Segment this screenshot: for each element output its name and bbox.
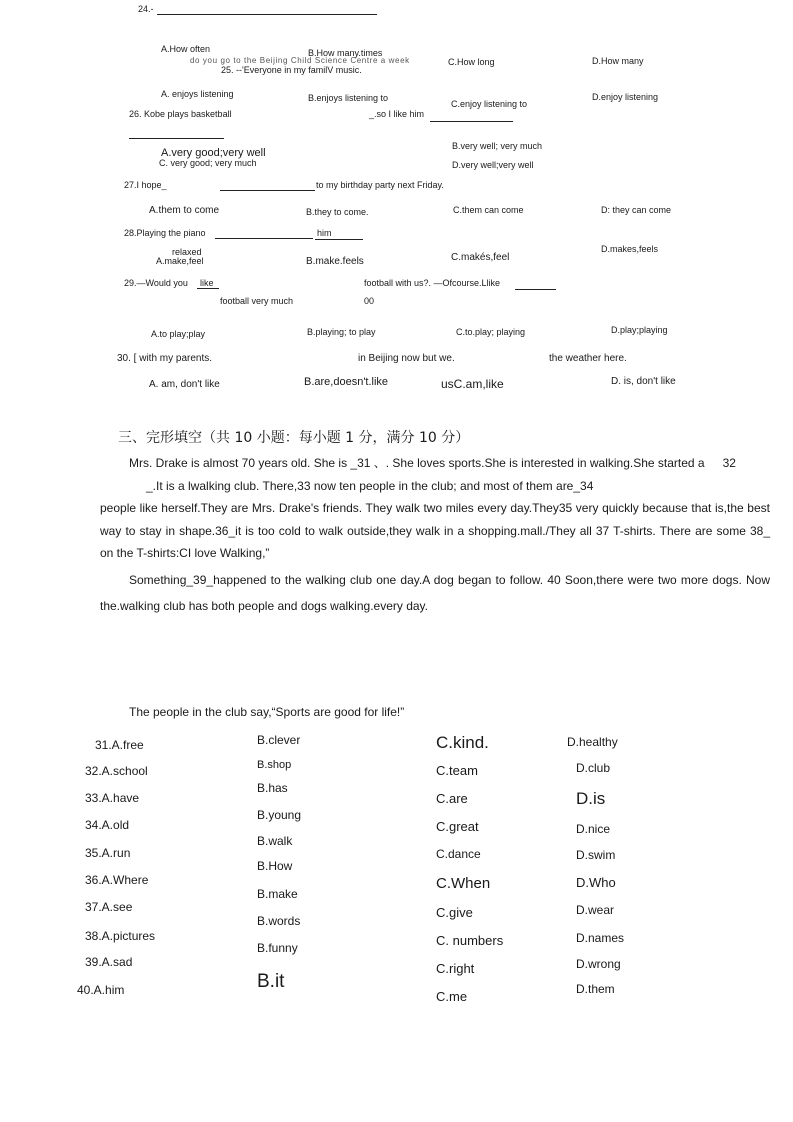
q39-option-a: 39.A.sad — [85, 955, 133, 969]
q25-option-a: A. enjoys listening — [161, 89, 234, 99]
q33-option-c: C.are — [436, 791, 468, 806]
q27-option-a: A.them to come — [149, 205, 220, 216]
q24-blank — [157, 14, 377, 15]
q38-option-b: B.words — [257, 914, 301, 928]
q24-number: 24.- — [138, 4, 154, 14]
q36-option-b: B.How — [257, 859, 293, 873]
q29-option-b: B.playing; to play — [307, 327, 376, 337]
q30-stem: 30. [ with my parents. — [117, 353, 213, 364]
q30-option-d: D. is, don't like — [611, 376, 676, 387]
q30-option-c: usC.am,like — [441, 377, 504, 391]
q32-option-c: C.team — [436, 763, 478, 778]
q27-option-d: D: they can come — [601, 205, 672, 215]
q29-option-a: A.to play;play — [151, 329, 206, 339]
q39-option-b: B.funny — [257, 941, 298, 955]
q25-option-c: C.enjoy listening to — [451, 99, 528, 109]
q31-option-b: B.clever — [257, 733, 301, 747]
q30-option-b: B.are,doesn't.like — [304, 376, 389, 388]
q25-stem: 25. --'Everyone in my familV music. — [221, 65, 362, 75]
q33-option-d: D.is — [576, 789, 606, 808]
q28-option-b: B.make.feels — [306, 256, 364, 267]
q28-relaxed: relaxed — [172, 247, 202, 257]
q40-option-a: 40.A.him — [77, 983, 125, 997]
q25-option-b: B.enjoys listening to — [308, 93, 389, 103]
q29-like: like — [200, 278, 214, 288]
q29-line2: football very much — [220, 296, 294, 306]
q40-option-c: C.me — [436, 989, 468, 1004]
q24-option-b: B.How many.times — [308, 48, 383, 58]
q29-option-c: C.to.play; playing — [456, 327, 526, 337]
q35-option-d: D.swim — [576, 848, 616, 862]
q28-stem: 28.Playing the piano — [124, 228, 206, 238]
q33-option-a: 33.A.have — [85, 791, 140, 805]
q29-blank-1 — [197, 288, 219, 289]
q27-stem: 27.I hope_ — [124, 180, 167, 190]
q32-option-a: 32.A.school — [85, 764, 148, 778]
q34-option-b: B.young — [257, 808, 302, 822]
q34-option-a: 34.A.old — [85, 818, 130, 832]
q37-option-d: D.wear — [576, 903, 615, 917]
q24-option-c: C.How long — [448, 57, 495, 67]
q35-option-a: 35.A.run — [85, 846, 131, 860]
passage-line-1: Mrs. Drake is almost 70 years old. She is _31 、. She loves sports.She is interested in walking.She started a 32 — [129, 456, 736, 470]
q27-stem-end: to my birthday party next Friday. — [316, 180, 444, 190]
q29-stem: 29.—Would you — [124, 278, 188, 288]
section-title: 三、完形填空（共 10 小题：每小题 1 分，满分 10 分） — [118, 430, 470, 446]
q28-blank-1 — [215, 238, 313, 239]
q29-mid: football with us?. —Ofcourse.Llike — [364, 278, 501, 288]
q28-blank-2 — [315, 239, 363, 240]
q36-option-d: D.Who — [576, 875, 616, 890]
q32-option-b: B.shop — [257, 759, 292, 771]
q34-option-c: C.great — [436, 819, 479, 834]
q31-option-d: D.healthy — [567, 735, 618, 749]
q26-blank-left — [129, 138, 224, 139]
q29-option-d: D.play;playing — [611, 325, 668, 335]
q30-end: the weather here. — [549, 353, 627, 364]
q40-option-b: B.it — [257, 971, 285, 992]
cloze-passage — [100, 452, 770, 497]
q40-option-d: D.them — [576, 982, 615, 996]
q26-blank-right — [430, 121, 513, 122]
q28-option-a: A.make,feel — [156, 256, 204, 266]
q24-option-a: A.How often — [161, 44, 211, 54]
q28-option-c: C.makés,feel — [451, 252, 510, 263]
q35-option-b: B.walk — [257, 834, 293, 848]
q28-him: him — [317, 228, 332, 238]
q30-mid: in Beijing now but we. — [358, 353, 455, 364]
q26-stem: 26. Kobe plays basketball — [129, 109, 232, 119]
q37-option-c: C.give — [436, 905, 473, 920]
q27-option-b: B.they to come. — [306, 207, 369, 217]
q26-option-b: B.very well; very much — [452, 141, 543, 151]
passage-paragraph-3: The people in the club say,“Sports are good for life!” — [129, 705, 405, 719]
q31-option-a: 31.A.free — [95, 738, 144, 752]
q34-option-d: D.nice — [576, 822, 611, 836]
q30-option-a: A. am, don't like — [149, 379, 220, 390]
q27-option-c: C.them can come — [453, 205, 524, 215]
q38-option-a: 38.A.pictures — [85, 929, 156, 943]
q37-option-a: 37.A.see — [85, 900, 133, 914]
q25-option-d: D.enjoy listening — [592, 92, 659, 102]
passage-line-2: _.It is a lwalking club. There,33 now ten people in the club; and most of them are_34 — [146, 478, 594, 493]
passage-body: people like herself.They are Mrs. Drake's friends. They walk two miles every day.They35 very quickly because that is,the best way to stay in shape.36_it is too cold to walk outside,they walk in a shopping.mall./They all 37 T-shirts. There are some 38_ on the T-shirts:CI love Walking,” — [100, 501, 770, 560]
q39-option-d: D.wrong — [576, 957, 621, 971]
q24-option-d: D.How many — [592, 56, 644, 66]
q32-option-d: D.club — [576, 761, 611, 775]
passage-paragraph-2: Something_39_happened to the walking club one day.A dog began to follow. 40 Soon,there were two more dogs. Now the.walking club has both people and dogs walking.every day. — [100, 573, 770, 613]
q35-option-c: C.dance — [436, 847, 481, 861]
q26-stem-end: _.so I like him — [369, 109, 425, 119]
q28-option-d: D.makes,feels — [601, 244, 659, 254]
q38-option-c: C. numbers — [436, 933, 504, 948]
q29-blank-2 — [515, 289, 556, 290]
q33-option-b: B.has — [257, 781, 288, 795]
q27-blank — [220, 190, 315, 191]
q26-option-d: D.very well;very well — [452, 160, 534, 170]
q31-option-c: C.kind. — [436, 733, 489, 752]
q38-option-d: D.names — [576, 931, 625, 945]
q26-option-c: C. very good; very much — [159, 158, 257, 168]
q36-option-a: 36.A.Where — [85, 873, 149, 887]
q36-option-c: C.When — [436, 875, 491, 892]
q26-option-a: A.very good;very well — [161, 147, 266, 159]
q37-option-b: B.make — [257, 887, 298, 901]
q39-option-c: C.right — [436, 961, 475, 976]
q29-oo: 00 — [364, 296, 375, 306]
q24-overlap-text: do you go to the Beijing Child Science Centre a week — [190, 56, 410, 65]
